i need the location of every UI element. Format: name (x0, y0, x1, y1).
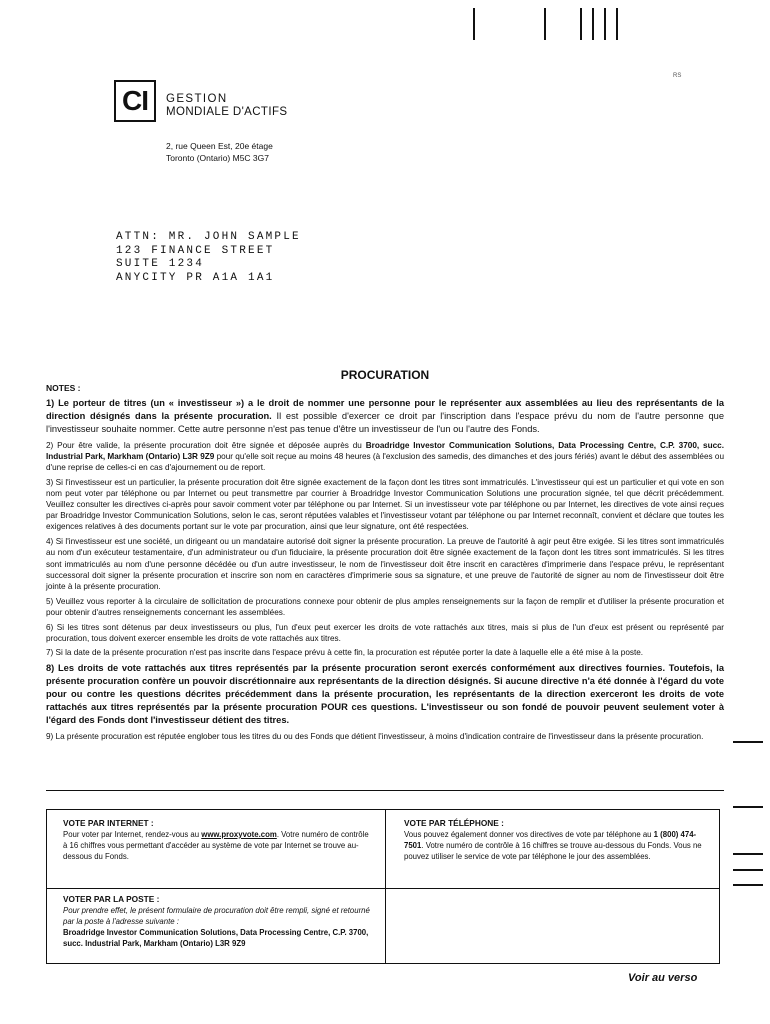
notes-section (46, 397, 724, 745)
company-name-line1: GESTION (166, 93, 228, 105)
margin-mark (733, 884, 763, 886)
margin-mark (733, 869, 763, 871)
voting-box-divider-vertical (385, 809, 386, 964)
postal-mark (544, 8, 546, 40)
note-5: 5) Veuillez vous reporter à la circulaire de sollicitation de procurations connexe pour obtenir de plus amples renseignements sur la façon de remplir et d'utiliser la présente procuration et pour obtenir d'autres renseignements concernant les assemblées. (46, 596, 724, 617)
company-name-line2: MONDIALE D'ACTIFS (166, 106, 288, 118)
see-reverse-label: Voir au verso (628, 972, 698, 984)
vote-mail-panel (63, 894, 377, 949)
return-address-line1: 2, rue Queen Est, 20e étage (166, 141, 273, 151)
company-name (166, 93, 287, 119)
note-8 (46, 662, 724, 727)
notes-label: NOTES : (46, 383, 81, 393)
vote-internet-heading: VOTE PAR INTERNET : (63, 818, 154, 828)
document-title: PROCURATION (340, 368, 430, 382)
note-3: 3) Si l'investisseur est un particulier, la présente procuration doit être signée exactement de la façon dont les titres sont immatriculés. L'investisseur qui est un particulier et qui vote en son nom peut voter par téléphone ou par Internet ou peut transmettre par courrier à Broadridge Investor Communication Solutions une procuration signée, tel que décrit précédemment. Veuillez consulter les directives ci-après pour savoir comment voter par téléphone ou par Internet. Si un investisseur vote par téléphone ou par Internet, les directives de vote ainsi reçues par Broadridge Investor Communication Solutions, selon le cas, seront réputées valables et l'investisseur votant par téléphone ou par Internet reconnaît, convient et déclare que toutes les exigences relatives à des documents portant sur le vote par procuration, ainsi que leur signature, ont été respectées. (46, 477, 724, 532)
note-7: 7) Si la date de la présente procuration n'est pas inscrite dans l'espace prévu à cette fin, la procuration est réputée porter la date à laquelle elle a été mise à la poste. (46, 648, 644, 658)
form-code: RS (673, 73, 682, 79)
vote-phone-text-b: . Votre numéro de contrôle à 16 chiffres se trouve au-dessous du Fonds. Vous ne pouvez utiliser le service de vote par téléphone le jour des assemblées. (404, 841, 702, 861)
postal-mark (592, 8, 594, 40)
postal-mark (473, 8, 475, 40)
proxyvote-link[interactable]: www.proxyvote.com (201, 830, 277, 839)
postal-mark (604, 8, 606, 40)
vote-internet-text-a: Pour voter par Internet, rendez-vous au (63, 830, 202, 839)
note-6: 6) Si les titres sont détenus par deux investisseurs ou plus, l'un d'eux peut exercer les droits de vote rattachés aux titres, mais si plus de l'un d'eux est présent ou représenté par procuration, tous doivent exercer ensemble les droits de vote rattachés aux titres. (46, 622, 724, 643)
vote-phone-heading: VOTE PAR TÉLÉPHONE : (404, 818, 504, 828)
vote-mail-address: Broadridge Investor Communication Solutions, Data Processing Centre, C.P. 3700, succ. Industrial Park, Markham (Ontario) L3R 9Z9 (63, 928, 369, 948)
vote-mail-heading: VOTER PAR LA POSTE : (63, 894, 160, 904)
margin-mark (733, 741, 763, 743)
margin-mark (733, 806, 763, 808)
note-1-bold: 1) Le porteur de titres (un « investisseur ») a le droit de nommer une personne pour le représenter aux assemblées au lieu des représentants de la direction désignés dans la présente procuration. (46, 398, 724, 421)
mailing-line2: 123 FINANCE STREET (116, 244, 275, 257)
note-9: 9) La présente procuration est réputée englober tous les titres du ou des Fonds que détient l'investisseur, à moins d'indication contraire de l'investisseur dans la présente procuration. (46, 731, 704, 741)
mailing-line1: ATTN: MR. JOHN SAMPLE (116, 231, 301, 243)
vote-internet-panel (63, 818, 375, 862)
vote-phone-panel (404, 818, 710, 862)
vote-phone-text-a: Vous pouvez également donner vos directives de vote par téléphone au (404, 830, 654, 839)
note-2-text-b: pour qu'elle soit reçue au moins 48 heures (à l'exclusion des samedis, des dimanches et des jours fériés) avant le début des assemblées ou d'une reprise de celles-ci en cas d'ajournement ou de report. (46, 451, 725, 472)
note-1-text: Il est possible d'exercer ce droit par l'inscription dans l'espace prévu du nom de l'autre personne que l'investisseur souhaite nommer. Cette autre personne n'est pas tenue d'être un investisseur de l'un ou l'autre des Fonds. (46, 411, 724, 434)
company-logo (114, 80, 156, 122)
vote-phone-number: 1 (800) 474-7501 (404, 830, 697, 850)
note-2-text-a: 2) Pour être valide, la présente procuration doit être signée et déposée auprès du (46, 440, 366, 450)
vote-mail-text: Pour prendre effet, le présent formulaire de procuration doit être rempli, signé et retourné par la poste à l'adresse suivante : (63, 906, 370, 926)
margin-mark (733, 853, 763, 855)
note-8-bold: 8) Les droits de vote rattachés aux titres représentés par la présente procuration seront exercés conformément aux directives fournies. Toutefois, la présente procuration confère un pouvoir discrétionnaire aux représentants de la direction désignés. Si aucune directive n'a été donnée à l'égard du vote pour ou contre les questions décrites précédemment dans la présente procuration, les représentants de la direction exerceront les droits de vote rattachés aux titres représentés par la présente procuration POUR ces questions. L'investisseur ou son fondé de pouvoir peuvent seulement voter à l'égard des Fonds dont l'investisseur détient des titres. (46, 663, 724, 726)
mailing-address (116, 231, 301, 285)
postal-mark (616, 8, 618, 40)
return-address-line2: Toronto (Ontario) M5C 3G7 (166, 153, 269, 163)
logo-mark: CI (122, 85, 148, 116)
note-2 (46, 440, 724, 474)
postal-mark (580, 8, 582, 40)
note-1 (46, 397, 724, 436)
vote-internet-text-b: . Votre numéro de contrôle à 16 chiffres vous permettant d'accéder au système de vote par Internet se trouve au-dessous du Fonds. (63, 830, 369, 861)
return-address (166, 140, 273, 164)
voting-box-divider-horizontal (46, 888, 720, 889)
mailing-line3: SUITE 1234 (116, 258, 205, 270)
mailing-line4: ANYCITY PR A1A 1A1 (116, 271, 275, 284)
note-2-bold: Broadridge Investor Communication Solutions, Data Processing Centre, C.P. 3700, succ. Industrial Park, Markham (Ontario) L3R 9Z9 (46, 440, 724, 461)
notes-divider (46, 790, 724, 791)
note-4: 4) Si l'investisseur est une société, un dirigeant ou un mandataire autorisé doit signer la présente procuration. La preuve de l'autorité à agir peut être exigée. Si les titres sont immatriculés au nom d'un exécuteur testamentaire, d'un administrateur ou d'un fiduciaire, la présente procuration doit être signée exactement de la façon dont les titres sont immatriculés. Si les titres sont immatriculés au nom d'une personne décédée ou d'un autre investisseur, le nom de l'investisseur doit être inscrit en caractères d'imprimerie dans l'espace prévu, le représentant successoral doit signer la présente procuration et inscrire son nom en caractères d'imprimerie sous sa signature, et une preuve de l'autorité de signer au nom de l'investisseur doit être jointe à la présente procuration. (46, 537, 724, 591)
